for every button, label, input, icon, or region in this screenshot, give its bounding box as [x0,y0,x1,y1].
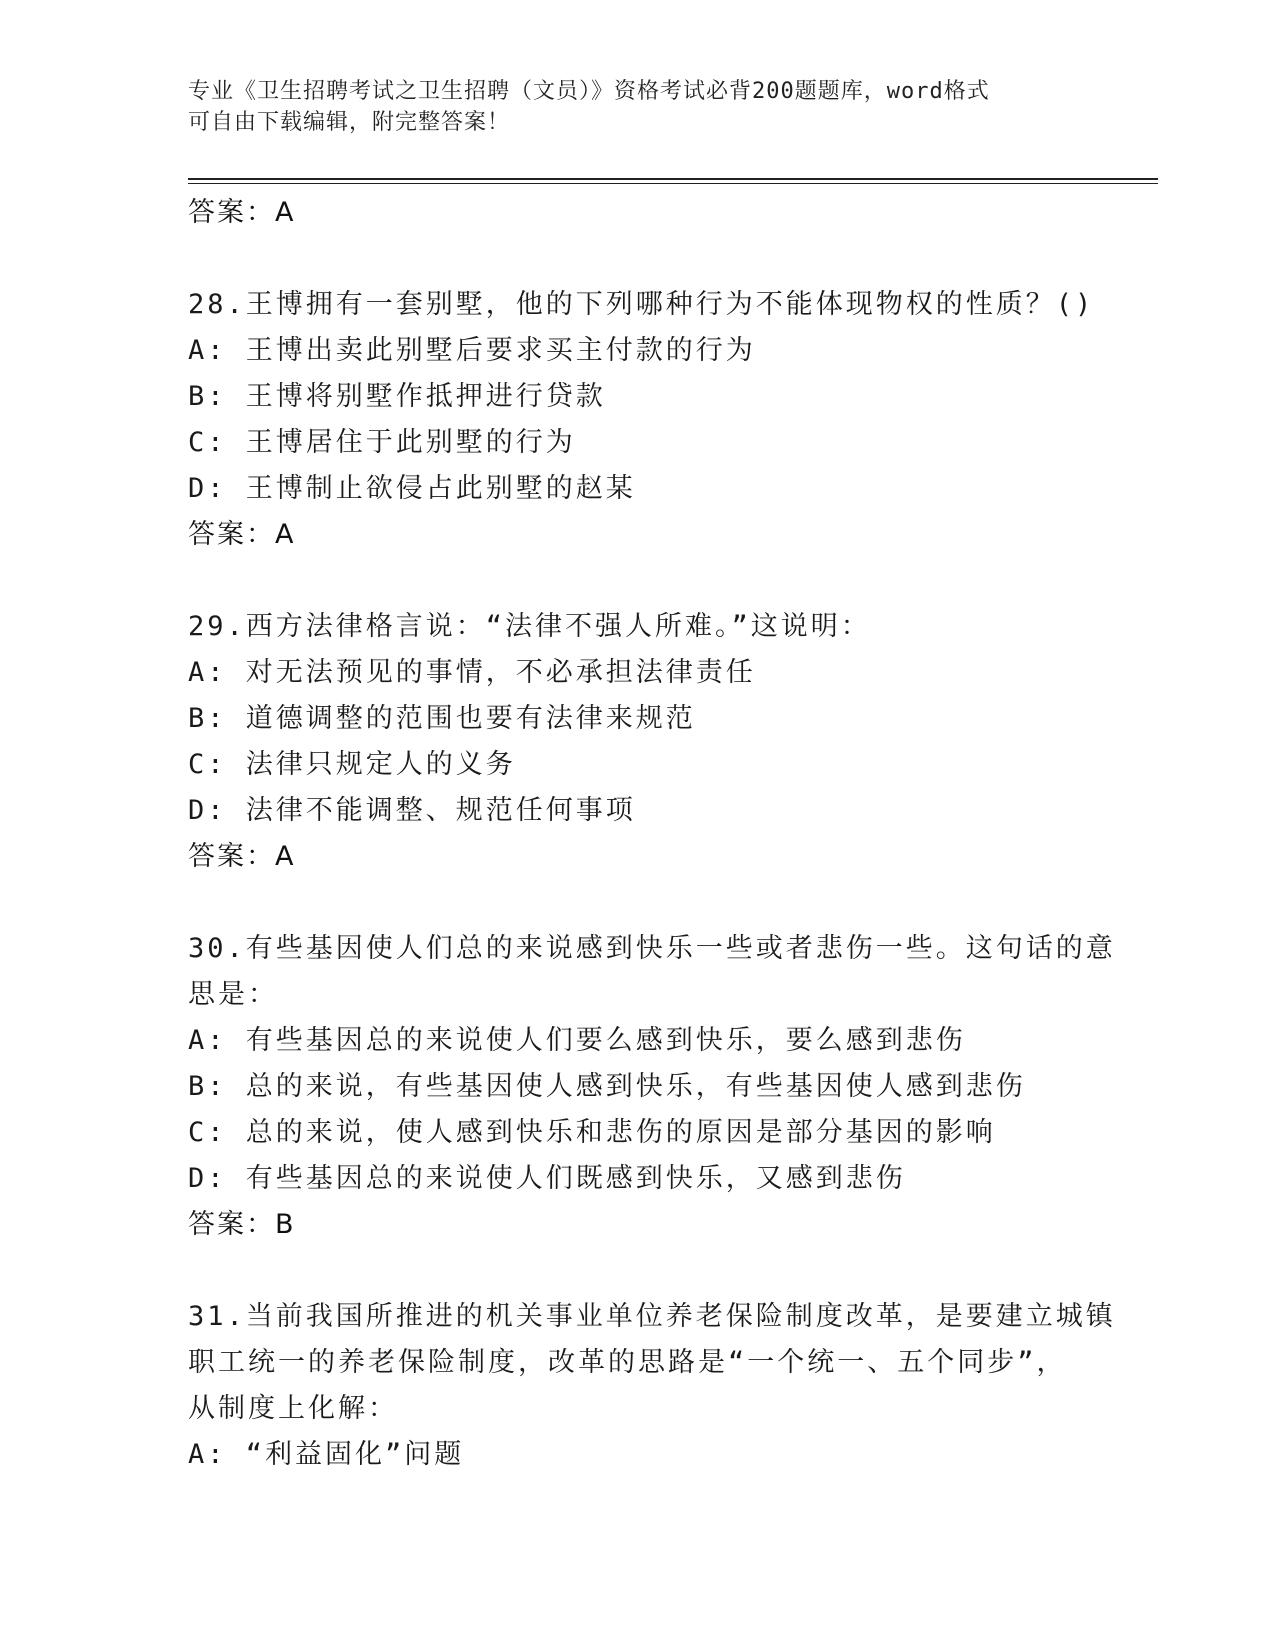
document-header [188,76,1068,138]
answer-line: 答案：A [188,197,296,228]
question-gap [188,236,1088,282]
question-list [188,190,1116,1478]
question-stem: 29.西方法律格言说：“法律不强人所难。”这说明： [188,611,871,642]
option-b: B: 道德调整的范围也要有法律来规范 [188,703,696,734]
question-stem-line: 从制度上化解： [188,1393,398,1424]
header-divider-thin [188,183,1158,184]
option-b: B: 总的来说，有些基因使人感到快乐，有些基因使人感到悲伤 [188,1071,1026,1102]
answer-line: 答案：B [188,1209,296,1240]
header-line-1: 专业《卫生招聘考试之卫生招聘（文员）》资格考试必背200题题库，word格式 [188,79,990,104]
question-block [188,604,1088,880]
header-line-2: 可自由下载编辑，附完整答案！ [188,110,511,135]
question-block [188,1294,1116,1478]
question-gap [188,1248,1088,1294]
option-d: D: 法律不能调整、规范任何事项 [188,795,636,826]
option-b: B: 王博将别墅作抵押进行贷款 [188,381,606,412]
header-divider-thick [188,178,1158,180]
question-gap [188,558,1088,604]
option-c: C: 法律只规定人的义务 [188,749,516,780]
option-d: D: 王博制止欲侵占此别墅的赵某 [188,473,636,504]
option-a: A: “利益固化”问题 [188,1439,465,1470]
question-stem-line: 30.有些基因使人们总的来说感到快乐一些或者悲伤一些。这句话的意 [188,933,1116,964]
answer-line: 答案：A [188,519,296,550]
question-stem-line: 31.当前我国所推进的机关事业单位养老保险制度改革，是要建立城镇 [188,1301,1116,1332]
answer-line: 答案：A [188,841,296,872]
question-stem-line: 思是： [188,979,278,1010]
question-stem-line: 职工统一的养老保险制度，改革的思路是“一个统一、五个同步”， [188,1347,1067,1378]
question-stem: 28.王博拥有一套别墅，他的下列哪种行为不能体现物权的性质？() [188,289,1095,320]
option-d: D: 有些基因总的来说使人们既感到快乐，又感到悲伤 [188,1163,906,1194]
option-c: C: 总的来说，使人感到快乐和悲伤的原因是部分基因的影响 [188,1117,996,1148]
option-a: A: 有些基因总的来说使人们要么感到快乐，要么感到悲伤 [188,1025,966,1056]
question-block [188,926,1116,1248]
option-c: C: 王博居住于此别墅的行为 [188,427,576,458]
option-a: A: 对无法预见的事情，不必承担法律责任 [188,657,756,688]
option-a: A: 王博出卖此别墅后要求买主付款的行为 [188,335,756,366]
question-gap [188,880,1088,926]
question-block [188,282,1095,558]
